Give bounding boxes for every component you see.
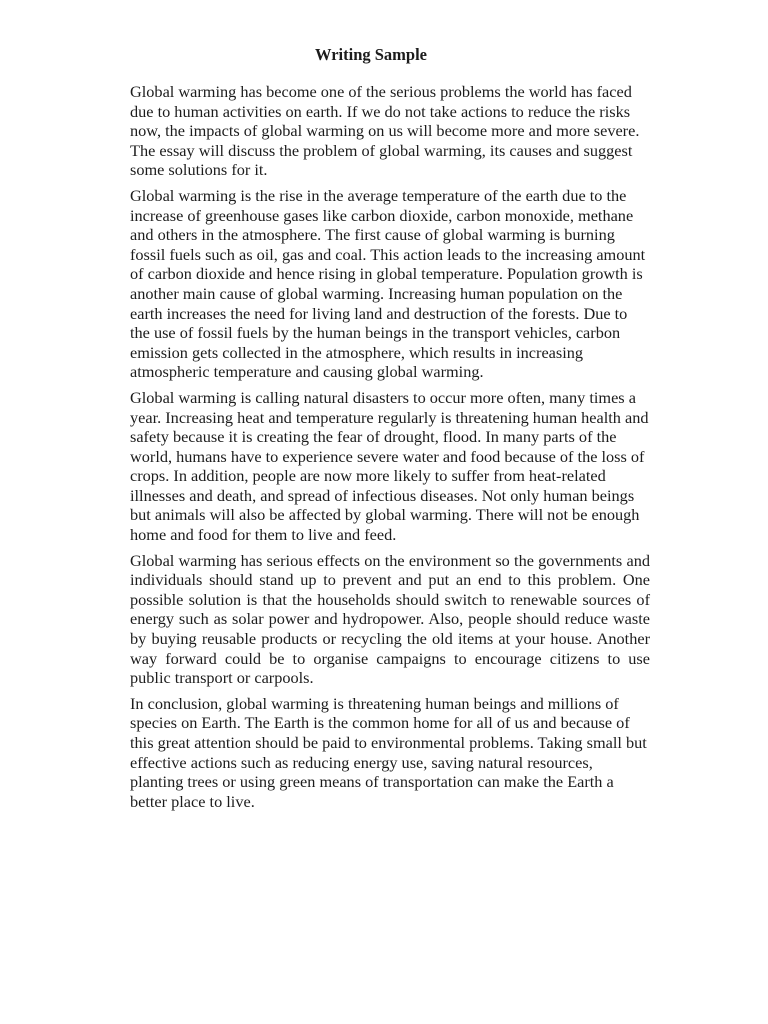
paragraph-introduction: Global warming has become one of the serious problems the world has faced due to human activities on earth. If we do not take actions to reduce the risks now, the impacts of global warming on us will become more and more severe. The essay will discuss the problem of global warming, its causes and suggest some solutions for it. <box>130 82 640 180</box>
document-title: Writing Sample <box>315 45 427 64</box>
document-body <box>130 82 650 817</box>
paragraph-solutions: Global warming has serious effects on the environment so the governments and individuals should stand up to prevent and put an end to this problem. One possible solution is that the households should switch to renewable sources of energy such as solar power and hydropower. Also, people should reduce waste by buying reusable products or recycling the old items at your house. Another way forward could be to organise campaigns to encourage citizens to use public transport or carpools. <box>130 550 650 688</box>
paragraph-conclusion: In conclusion, global warming is threatening human beings and millions of species on Earth. The Earth is the common home for all of us and because of this great attention should be paid to environmental problems. Taking small but effective actions such as reducing energy use, saving natural resources, planting trees or using green means of transportation can make the Earth a better place to live. <box>130 693 647 811</box>
paragraph-effects: Global warming is calling natural disasters to occur more often, many times a year. Increasing heat and temperature regularly is threatening human health and safety because it is creating the fear of drought, flood. In many parts of the world, humans have to experience severe water and food because of the loss of crops. In addition, people are now more likely to suffer from heat-related illnesses and death, and spread of infectious diseases. Not only human beings but animals will also be affected by global warming. There will not be enough home and food for them to live and feed. <box>130 387 649 545</box>
paragraph-causes: Global warming is the rise in the average temperature of the earth due to the increase of greenhouse gases like carbon dioxide, carbon monoxide, methane and others in the atmosphere. The first cause of global warming is burning fossil fuels such as oil, gas and coal. This action leads to the increasing amount of carbon dioxide and hence rising in global temperature. Population growth is another main cause of global warming. Increasing human population on the earth increases the need for living land and destruction of the forests. Due to the use of fossil fuels by the human beings in the transport vehicles, carbon emission gets collected in the atmosphere, which results in increasing atmospheric temperature and causing global warming. <box>130 185 646 382</box>
